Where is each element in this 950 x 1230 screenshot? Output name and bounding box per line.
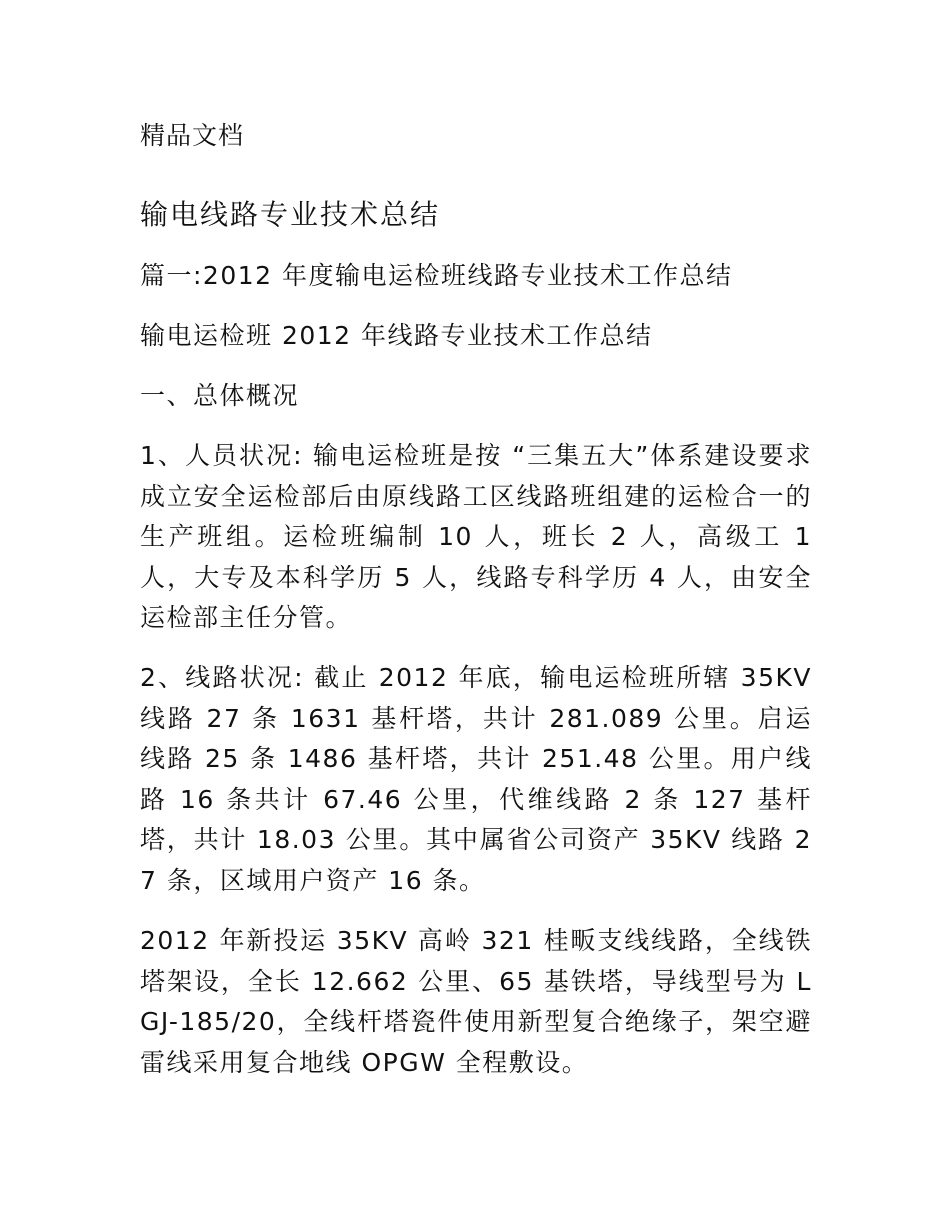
paragraph-new-line: 2012 年新投运 35KV 高岭 321 桂畈支线线路，全线铁塔架设，全长 12.662 公里、65 基铁塔，导线型号为 LGJ-185/20，全线杆塔瓷件使用新型复合绝缘子，架空避雷线采用复合地线 OPGW 全程敷设。 [140,926,812,1077]
section-heading: 篇一:2012 年度输电运检班线路专业技术工作总结 [140,261,733,290]
header-label: 精品文档 [140,121,245,150]
document-subtitle: 输电运检班 2012 年线路专业技术工作总结 [140,321,653,350]
document-title: 输电线路专业技术总结 [140,198,441,231]
paragraph-personnel: 1、人员状况: 输电运检班是按 “三集五大”体系建设要求成立安全运检部后由原线路工区线路班组建的运检合一的生产班组。运检班编制 10 人，班长 2 人，高级工 1 人，大专及本科学历 5 人，线路专科学历 4 人，由安全运检部主任分管。 [140,441,812,633]
paragraph-line-status: 2、线路状况: 截止 2012 年底，输电运检班所辖 35KV 线路 27 条 1631 基杆塔，共计 281.089 公里。启运线路 25 条 1486 基杆塔，共计 251.48 公里。用户线路 16 条共计 67.46 公里，代维线路 2 条 127 基杆塔，共计 18.03 公里。其中属省公司资产 35KV 线路 27 条，区域用户资产 16 条。 [140,663,812,895]
overview-heading: 一、总体概况 [140,381,300,410]
